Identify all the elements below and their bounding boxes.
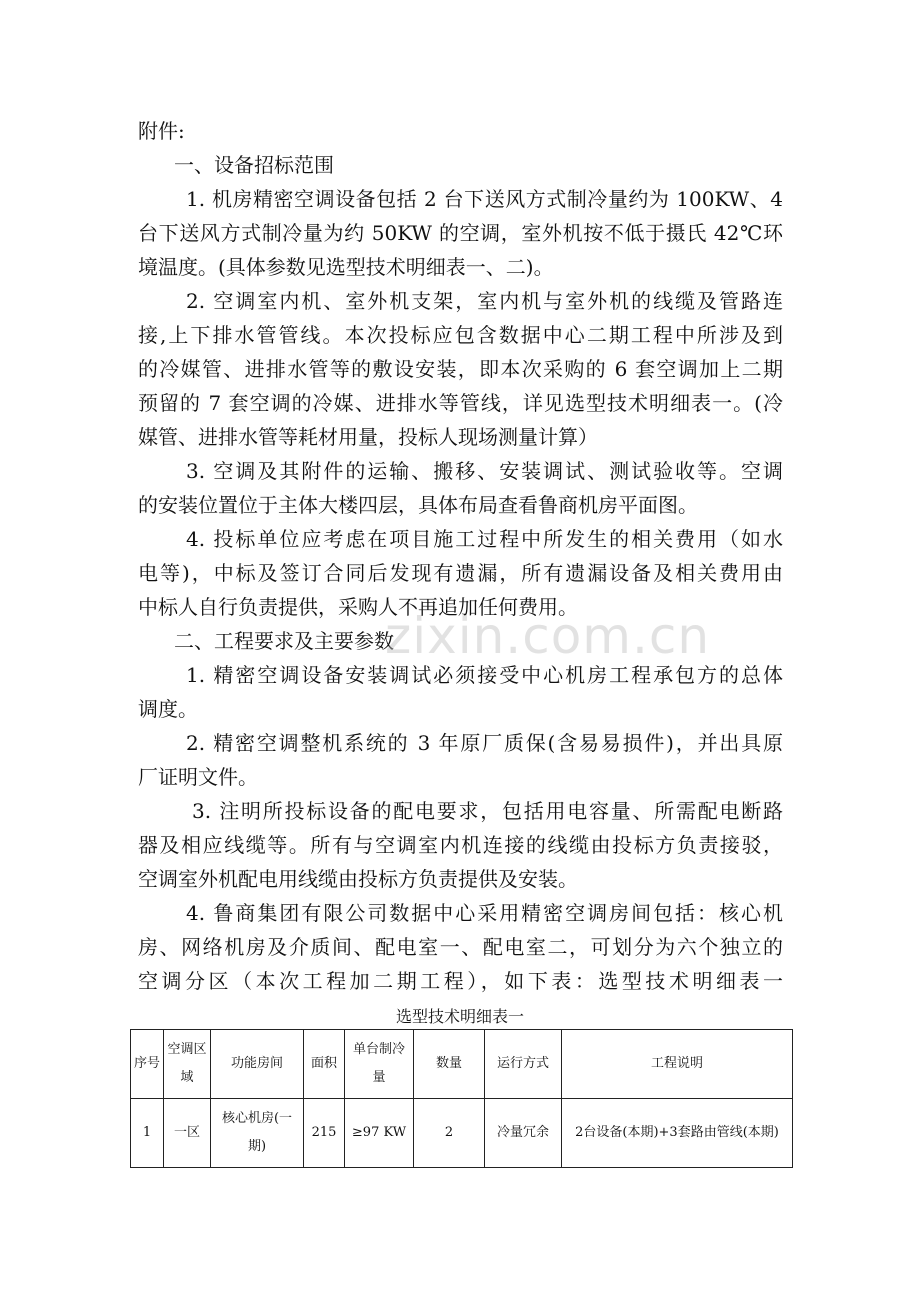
text-line: 调度。 [138, 697, 198, 721]
header-cell-room: 功能房间 [211, 1030, 304, 1099]
text-line: 一、设备招标范围 [174, 153, 334, 177]
header-cell-notes: 工程说明 [562, 1030, 793, 1099]
text-line: 的冷媒管、进排水管等的敷设安装，即本次采购的 6 套空调加上二期 [138, 357, 783, 381]
table-row [131, 1099, 793, 1168]
text-line: 厂证明文件。 [138, 765, 258, 789]
text-line: 2. 精密空调整机系统的 3 年原厂质保(含易易损件)，并出具原 [186, 731, 783, 755]
text-line: 空调室外机配电用线缆由投标方负责提供及安装。 [138, 867, 578, 891]
text-line: 附件: [138, 119, 185, 143]
text-line: 台下送风方式制冷量为约 50KW 的空调，室外机按不低于摄氏 42℃环 [138, 221, 783, 245]
cell-notes: 2台设备(本期)+3套路由管线(本期) [562, 1099, 793, 1168]
text-line: 3. 注明所投标设备的配电要求，包括用电容量、所需配电断路 [192, 799, 783, 823]
text-line: 2. 空调室内机、室外机支架，室内机与室外机的线缆及管路连 [186, 289, 783, 313]
text-line: 二、工程要求及主要参数 [174, 629, 394, 653]
text-line: 1. 精密空调设备安装调试必须接受中心机房工程承包方的总体 [186, 663, 783, 687]
cell-room: 核心机房(一期) [211, 1099, 304, 1168]
header-cell-mode: 运行方式 [485, 1030, 562, 1099]
text-line: 3. 空调及其附件的运输、搬移、安装调试、测试验收等。空调 [186, 459, 783, 483]
watermark: zixin.com.cn [385, 607, 711, 665]
text-line: 房、网络机房及介质间、配电室一、配电室二，可划分为六个独立的 [138, 935, 783, 959]
cell-quantity: 2 [414, 1099, 485, 1168]
text-line: 电等)，中标及签订合同后发现有遗漏，所有遗漏设备及相关费用由 [138, 561, 783, 585]
text-line: 的安装位置位于主体大楼四层，具体布局查看鲁商机房平面图。 [138, 493, 698, 517]
text-line: 4. 投标单位应考虑在项目施工过程中所发生的相关费用（如水 [186, 527, 783, 551]
document-body [138, 114, 783, 998]
table-header-row [131, 1030, 793, 1099]
header-cell-quantity: 数量 [414, 1030, 485, 1099]
header-cell-index: 序号 [131, 1030, 164, 1099]
text-line: 器及相应线缆等。所有与空调室内机连接的线缆由投标方负责接驳， [138, 833, 783, 857]
text-line: 预留的 7 套空调的冷媒、进排水等管线，详见选型技术明细表一。(冷 [138, 391, 783, 415]
spec-table [130, 1029, 793, 1168]
cell-cooling: ≥97 KW [345, 1099, 414, 1168]
cell-mode: 冷量冗余 [485, 1099, 562, 1168]
text-line: 接,上下排水管管线。本次投标应包含数据中心二期工程中所涉及到 [138, 323, 783, 347]
text-line: 1. 机房精密空调设备包括 2 台下送风方式制冷量约为 100KW、4 [186, 187, 783, 211]
text-line: 空调分区（本次工程加二期工程），如下表：选型技术明细表一 [138, 969, 783, 993]
table-title: 选型技术明细表一 [395, 1007, 524, 1026]
cell-zone: 一区 [164, 1099, 211, 1168]
text-line: 媒管、进排水管等耗材用量，投标人现场测量计算） [138, 425, 598, 449]
cell-index: 1 [131, 1099, 164, 1168]
cell-area: 215 [304, 1099, 345, 1168]
header-cell-cooling: 单台制冷量 [345, 1030, 414, 1099]
text-line: 境温度。(具体参数见选型技术明细表一、二)。 [138, 255, 554, 279]
header-cell-area: 面积 [304, 1030, 345, 1099]
header-cell-zone: 空调区域 [164, 1030, 211, 1099]
text-line: 中标人自行负责提供，采购人不再追加任何费用。 [138, 595, 578, 619]
text-line: 4. 鲁商集团有限公司数据中心采用精密空调房间包括：核心机 [186, 901, 783, 925]
